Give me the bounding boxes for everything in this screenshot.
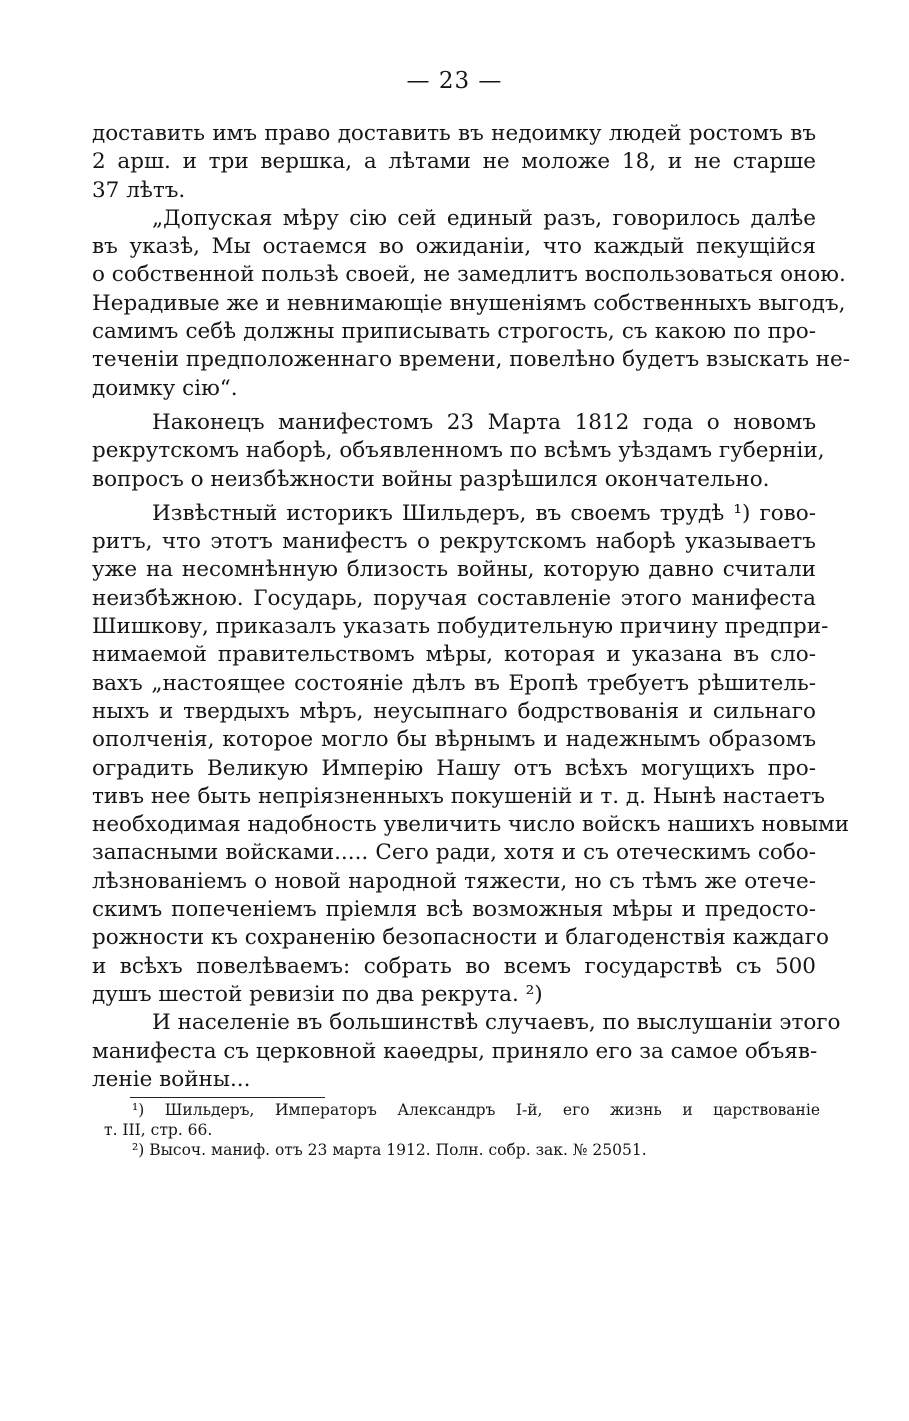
text-line: неизбѣжною. Государь, поручая составленіе этого манифеста xyxy=(92,585,816,611)
text-line: ополченія, которое могло бы вѣрнымъ и надежнымъ образомъ xyxy=(92,727,816,753)
text-line: Шишкову, приказалъ указать побудительную причину предпри- xyxy=(92,614,829,640)
text-line: Наконецъ манифестомъ 23 Марта 1812 года о новомъ xyxy=(152,409,816,435)
text-line: ритъ, что этотъ манифестъ о рекрутскомъ наборѣ указываетъ xyxy=(92,529,816,555)
text-line: рекрутскомъ наборѣ, объявленномъ по всѣмъ уѣздамъ губерніи, xyxy=(92,438,825,464)
footnote-1-continuation: т. III, стр. 66. xyxy=(104,1121,213,1139)
paragraph-4 xyxy=(92,500,850,1009)
text-line: ныхъ и твердыхъ мѣръ, неусыпнаго бодрствованія и сильнаго xyxy=(92,698,816,724)
text-line: Извѣстный историкъ Шильдеръ, въ своемъ трудѣ ¹) гово- xyxy=(152,500,816,526)
paragraph-1 xyxy=(92,120,816,205)
text-line: доимку сію“. xyxy=(92,375,238,401)
text-line: и всѣхъ повелѣваемъ: собрать во всемъ государствѣ съ 500 xyxy=(92,953,816,979)
text-line: вопросъ о неизбѣжности войны разрѣшился окончательно. xyxy=(92,466,770,492)
text-line: въ указѣ, Мы остаемся во ожиданіи, что каждый пекущійся xyxy=(92,234,816,260)
body-text xyxy=(92,120,851,1094)
page-number: — 23 — xyxy=(406,68,503,94)
text-line: 37 лѣтъ. xyxy=(92,177,186,203)
footnotes xyxy=(104,1100,820,1160)
text-line: лѣзнованіемъ о новой народной тяжести, но съ тѣмъ же отече- xyxy=(92,868,816,894)
text-line: доставить имъ право доставить въ недоимку людей ростомъ въ xyxy=(92,121,816,146)
text-line: уже на несомнѣнную близость войны, которую давно считали xyxy=(92,557,816,583)
footnote-2: ²) Высоч. маниф. отъ 23 марта 1912. Полн. собр. зак. № 25051. xyxy=(132,1141,647,1159)
text-line: душъ шестой ревизіи по два рекрута. ²) xyxy=(92,981,543,1007)
text-line: оградить Великую Имперію Нашу отъ всѣхъ могущихъ про- xyxy=(92,755,816,781)
text-line: манифеста съ церковной каѳедры, приняло его за самое объяв- xyxy=(92,1038,818,1064)
text-line: необходимая надобность увеличить число войскъ нашихъ новыми xyxy=(92,812,850,838)
text-line: нимаемой правительствомъ мѣры, которая и указана въ сло- xyxy=(92,642,816,668)
text-line: Нерадивые же и невнимающіе внушеніямъ собственныхъ выгодъ, xyxy=(92,290,846,316)
text-line: рожности къ сохраненію безопасности и благоденствія каждаго xyxy=(92,925,829,951)
paragraph-3 xyxy=(92,409,825,494)
footnote-divider xyxy=(130,1097,325,1098)
text-line: „Допуская мѣру сію сей единый разъ, говорилось далѣе xyxy=(152,205,816,231)
text-line: И населеніе въ большинствѣ случаевъ, по выслушаніи этого xyxy=(152,1010,841,1036)
text-line: теченіи предположеннаго времени, повелѣно будетъ взыскать не- xyxy=(92,347,851,373)
text-line: вахъ „настоящее состояніе дѣлъ въ Еропѣ требуетъ рѣшитель- xyxy=(92,670,816,696)
footnote-1: ¹) Шильдеръ, Императоръ Александръ I-й, его жизнь и царствованіе xyxy=(132,1101,820,1119)
text-line: о собственной пользѣ своей, не замедлитъ воспользоваться оною. xyxy=(92,262,846,288)
text-line: тивъ нее быть непріязненныхъ покушеній и т. д. Нынѣ настаетъ xyxy=(92,783,825,809)
text-line: запасными войсками..... Сего ради, хотя и съ отеческимъ собо- xyxy=(92,840,816,866)
text-line: скимъ попеченіемъ пріемля всѣ возможныя мѣры и предосто- xyxy=(92,897,816,923)
paragraph-5 xyxy=(92,1009,841,1094)
text-line: самимъ себѣ должны приписывать строгость, съ какою по про- xyxy=(92,319,816,345)
text-line: 2 арш. и три вершка, а лѣтами не моложе 18, и не старше xyxy=(92,149,816,175)
paragraph-2 xyxy=(92,205,851,403)
text-line: леніе войны... xyxy=(92,1066,251,1092)
